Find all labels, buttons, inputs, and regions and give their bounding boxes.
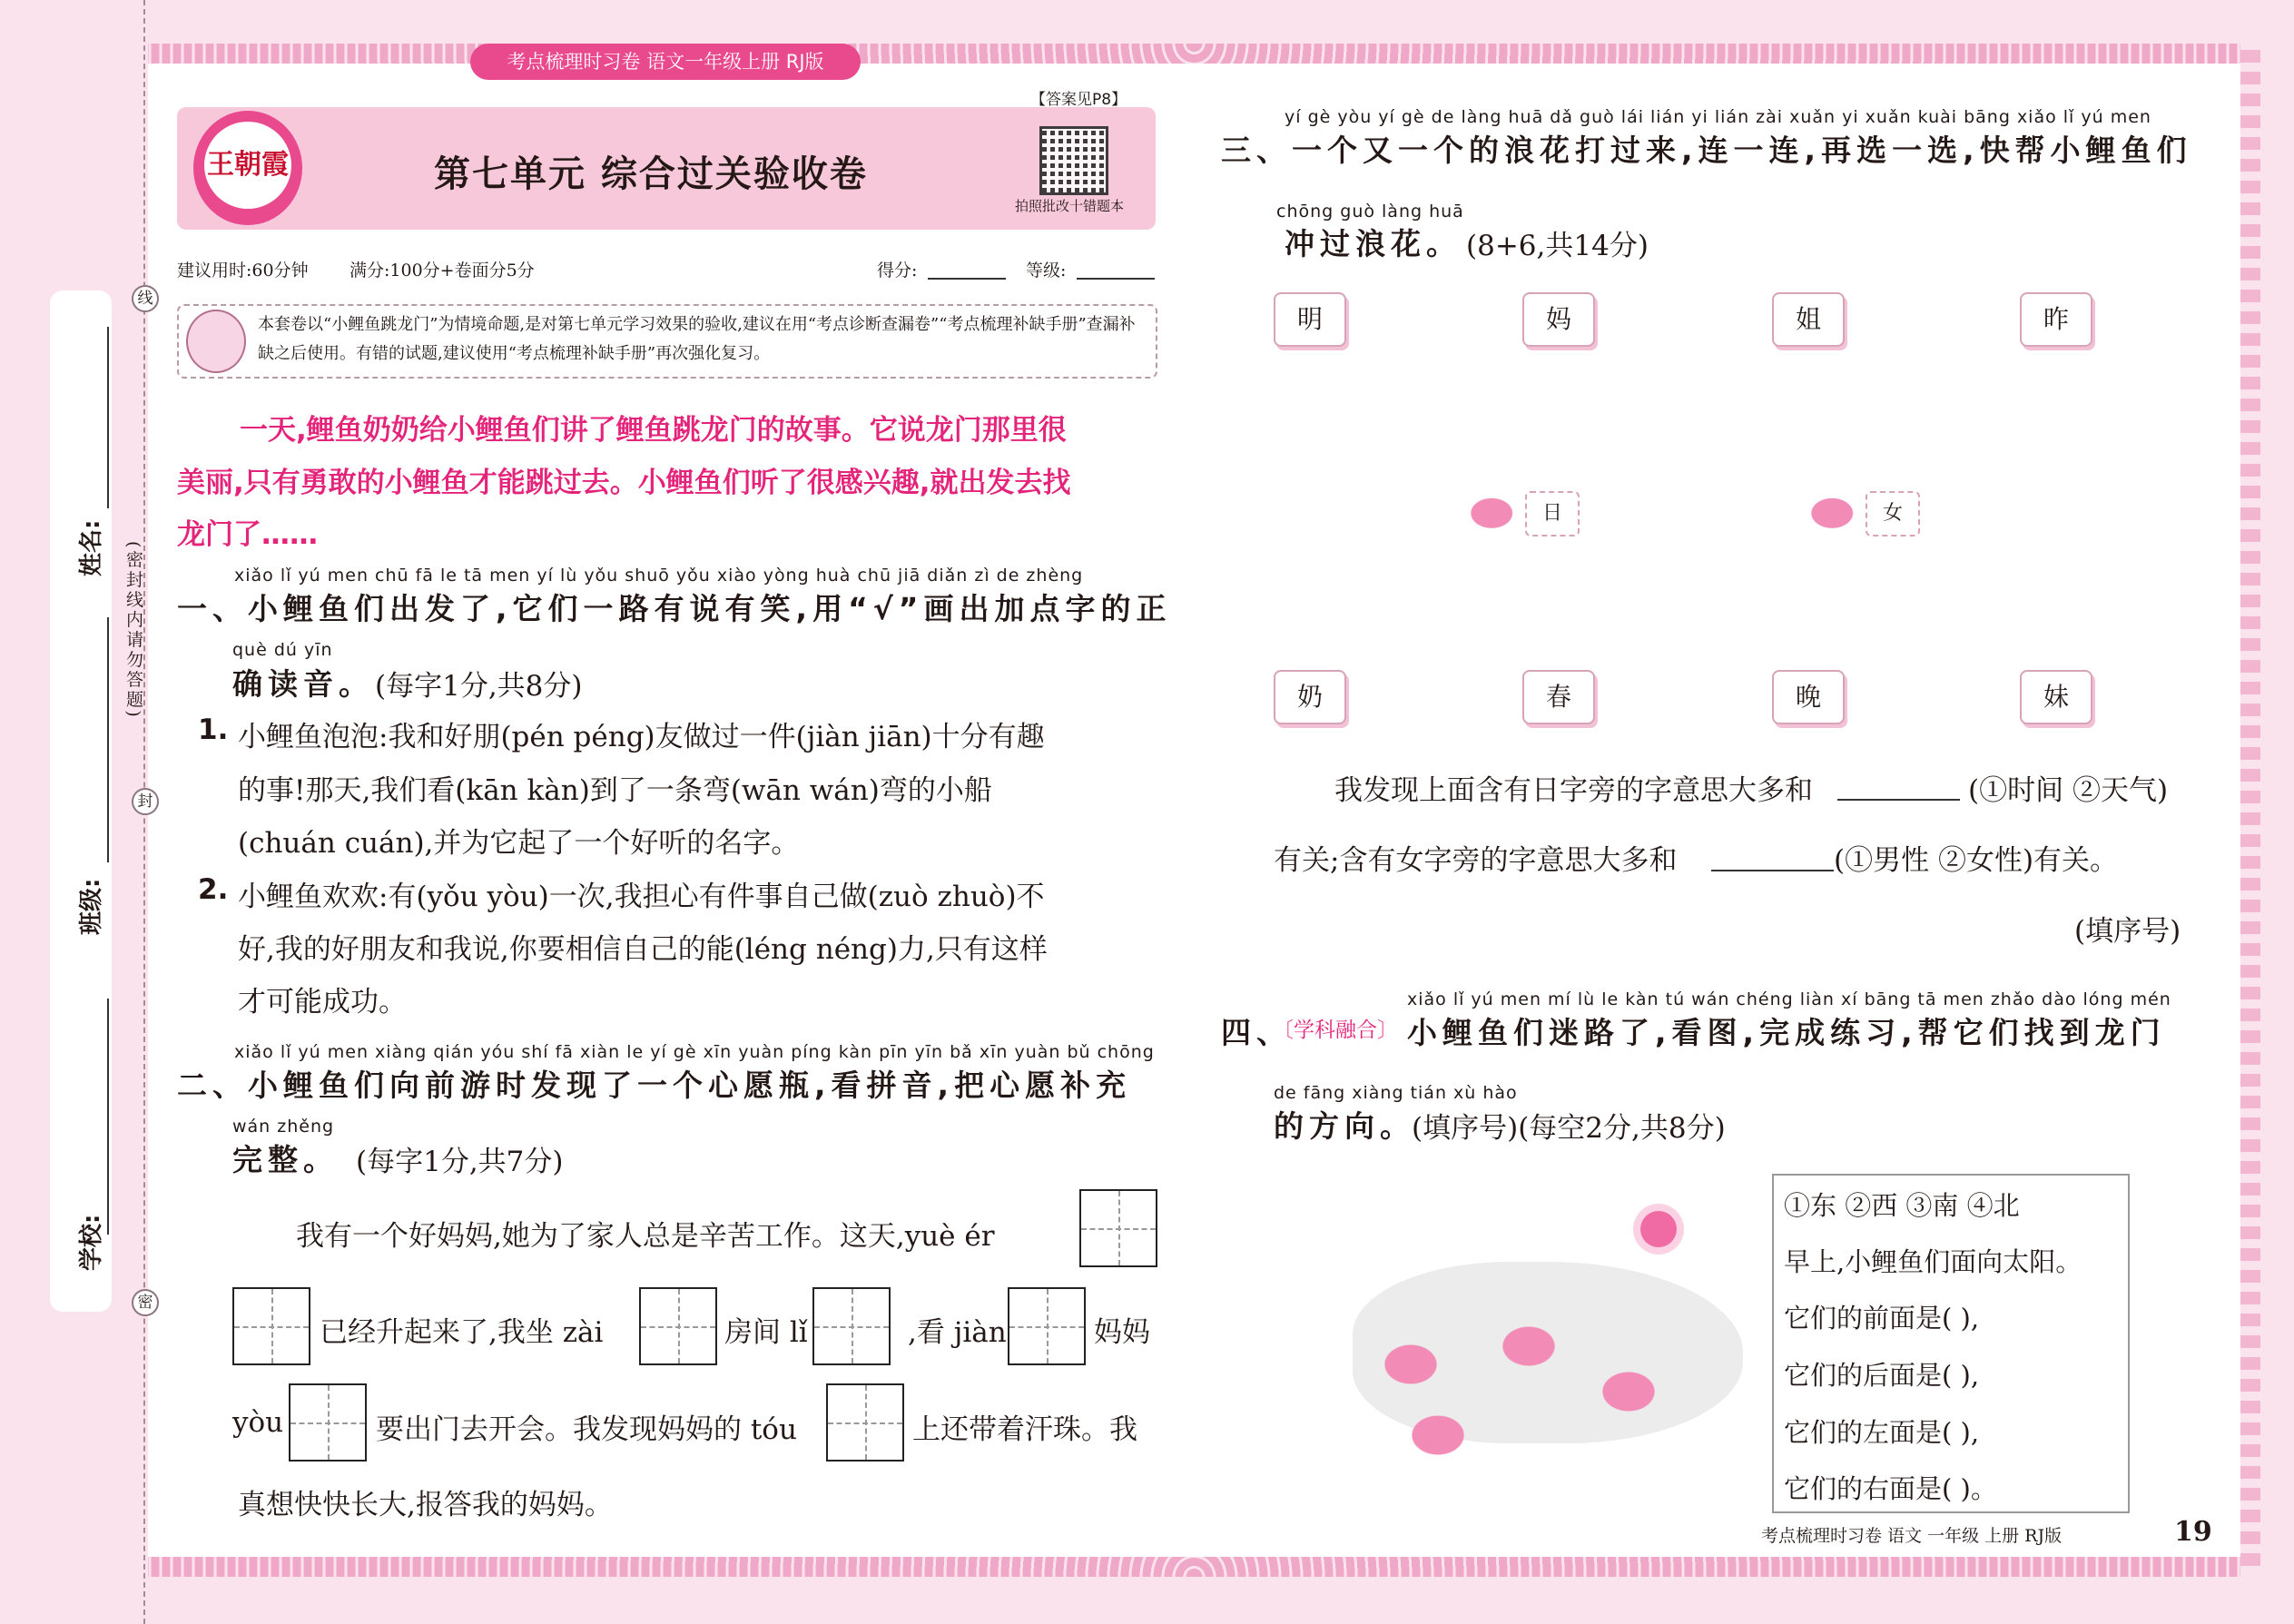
seal-mark-line: 线 — [132, 285, 159, 312]
q1-title: 一、小鲤鱼们出发了,它们一路有说有笑,用“√”画出加点字的正 — [177, 591, 1172, 626]
char-card-nai[interactable]: 奶 — [1274, 670, 1346, 724]
q4-title: 小鲤鱼们迷路了,看图,完成练习,帮它们找到龙门 — [1407, 1015, 2166, 1050]
q2-text-line2a: 已经升起来了,我坐 zài — [320, 1316, 604, 1349]
char-card-mei[interactable]: 妹 — [2020, 670, 2092, 724]
seal-mark-seal: 封 — [132, 788, 159, 815]
q2-title-2: 完整。 — [232, 1142, 339, 1177]
right-wave-border — [2240, 50, 2260, 1575]
page-number: 19 — [2174, 1516, 2212, 1548]
q2-text-line1: 我有一个好妈妈,她为了家人总是辛苦工作。这天,yuè ér — [296, 1220, 995, 1253]
q2-pinyin-2: wán zhěng — [232, 1117, 335, 1137]
left-question[interactable]: 它们的左面是( ), — [1784, 1417, 1980, 1448]
char-card-jie[interactable]: 姐 — [1772, 292, 1845, 347]
q3-find-options2: (①男性 ②女性)有关。 — [1834, 844, 2119, 877]
q2-title: 二、小鲤鱼们向前游时发现了一个心愿瓶,看拼音,把心愿补充 — [177, 1068, 1132, 1103]
full-score: 满分:100分+卷面分5分 — [350, 261, 535, 281]
char-card-ming[interactable]: 明 — [1274, 292, 1346, 347]
q1-score: (每字1分,共8分) — [375, 670, 583, 703]
girl-avatar-icon — [186, 310, 246, 373]
q1-item2-line2[interactable]: 好,我的好朋友和我说,你要相信自己的能(léng néng)力,只有这样 — [238, 933, 1048, 966]
brand-logo-text: 王朝霞 — [204, 122, 291, 209]
fish-icon — [1460, 490, 1518, 532]
q3-pinyin-2: chōng guò làng huā — [1276, 202, 1464, 221]
class-line[interactable] — [107, 617, 109, 862]
back-question[interactable]: 它们的后面是( ), — [1784, 1360, 1980, 1391]
score-label: 得分: — [877, 261, 918, 281]
school-line[interactable] — [107, 999, 109, 1235]
answer-box-tou[interactable] — [826, 1383, 904, 1462]
right-question[interactable]: 它们的右面是( )。 — [1784, 1473, 1997, 1504]
fish-icon — [1371, 1334, 1443, 1389]
fish-icon — [1398, 1405, 1471, 1460]
grade-field[interactable] — [1077, 278, 1155, 280]
q3-blank-1[interactable] — [1837, 799, 1960, 801]
answer-reference: 【答案见P8】 — [1030, 91, 1127, 109]
fish-icon — [1589, 1362, 1661, 1416]
radical-stone-nv[interactable]: 女 — [1866, 491, 1920, 536]
story-line-3: 龙门了…… — [177, 518, 318, 551]
q3-find-line1: 我发现上面含有日字旁的字意思大多和 — [1334, 774, 1813, 807]
q4-pinyin-2: de fāng xiàng tián xù hào — [1274, 1083, 1518, 1103]
footer-series: 考点梳理时习卷 语文 一年级 上册 RJ版 — [1761, 1526, 2063, 1546]
q4-title-prefix: 四、 — [1221, 1015, 1292, 1050]
q2-text-line3b: 要出门去开会。我发现妈妈的 tóu — [376, 1413, 797, 1446]
q3-pinyin: yí gè yòu yí gè de làng huā dǎ guò lái lián yi lián zài xuǎn yi xuǎn kuài bāng xiǎo lǐ yú men — [1285, 107, 2151, 127]
q3-find-line2: 有关;含有女字旁的字意思大多和 — [1274, 844, 1678, 877]
char-card-ma[interactable]: 妈 — [1522, 292, 1595, 347]
answer-box-you[interactable] — [289, 1383, 367, 1462]
direction-options: ①东 ②西 ③南 ④北 — [1784, 1190, 2020, 1221]
q4-score: (填序号)(每空2分,共8分) — [1412, 1112, 1726, 1145]
char-card-zuo[interactable]: 昨 — [2020, 292, 2092, 347]
q2-text-line2b: 房间 lǐ — [724, 1316, 808, 1349]
sun-icon — [1640, 1211, 1677, 1247]
q2-score: (每字1分,共7分) — [356, 1146, 564, 1178]
q3-title: 三、一个又一个的浪花打过来,连一连,再选一选,快帮小鲤鱼们 — [1221, 133, 2192, 168]
name-line[interactable] — [107, 327, 109, 508]
seal-line-note: (密封线内请勿答题) — [123, 541, 143, 720]
q4-title-2: 的方向。 — [1274, 1108, 1415, 1144]
q3-fill-note: (填序号) — [2074, 915, 2181, 948]
bottom-wave-border — [148, 1557, 2240, 1577]
suggested-time: 建议用时:60分钟 — [177, 261, 309, 281]
school-label: 学校: — [78, 1214, 105, 1271]
page-title: 第七单元 综合过关验收卷 — [434, 153, 868, 195]
direction-exercise-box — [1772, 1174, 2130, 1513]
grade-label: 等级: — [1026, 261, 1067, 281]
q1-item1-line3[interactable]: (chuán cuán),并为它起了一个好听的名字。 — [238, 827, 800, 860]
answer-box-li[interactable] — [812, 1287, 891, 1365]
fish-icon — [1489, 1316, 1561, 1371]
q2-text-line3c: 上还带着汗珠。我 — [912, 1413, 1137, 1446]
q1-item1-line2[interactable]: 的事!那天,我们看(kān kàn)到了一条弯(wān wán)弯的小船 — [238, 774, 992, 807]
answer-box-yueer[interactable] — [1079, 1189, 1157, 1267]
answer-box-zai[interactable] — [639, 1287, 717, 1365]
q4-pinyin: xiǎo lǐ yú men mí lù le kàn tú wán chéng liàn xí bāng tā men zhǎo dào lóng mén — [1407, 989, 2171, 1009]
char-card-wan[interactable]: 晚 — [1772, 670, 1845, 724]
brand-logo — [193, 111, 302, 225]
q1-item2-number: 2. — [198, 873, 229, 906]
q1-pinyin: xiǎo lǐ yú men chū fā le tā men yí lù yǒu shuō yǒu xiào yòng huà chū jiā diǎn zì de zhèng — [234, 566, 1084, 586]
intro-note: 本套卷以“小鲤鱼跳龙门”为情境命题,是对第七单元学习效果的验收,建议在用“考点诊断查漏卷”“考点梳理补缺手册”查漏补缺之后使用。有错的试题,建议使用“考点梳理补缺手册”再次强化复习。 — [258, 315, 1136, 363]
q1-item2-line1[interactable]: 小鲤鱼欢欢:有(yǒu yòu)一次,我担心有件事自己做(zuò zhuò)不 — [238, 881, 1045, 913]
char-card-chun[interactable]: 春 — [1522, 670, 1595, 724]
q3-find-options1: (①时间 ②天气) — [1968, 774, 2169, 807]
front-question[interactable]: 它们的前面是( ), — [1784, 1303, 1980, 1334]
q2-text-line2c: ,看 jiàn — [908, 1316, 1007, 1349]
q1-title-2: 确读音。 — [232, 666, 374, 702]
q3-score: (8+6,共14分) — [1466, 230, 1649, 262]
seal-mark-secret: 密 — [132, 1289, 159, 1316]
q2-text-line2d: 妈妈 — [1094, 1316, 1150, 1349]
fish-icon — [1800, 490, 1858, 532]
q3-blank-2[interactable] — [1711, 870, 1834, 871]
story-line-2: 美丽,只有勇敢的小鲤鱼才能跳过去。小鲤鱼们听了很感兴趣,就出发去找 — [177, 467, 1071, 499]
series-badge: 考点梳理时习卷 语文一年级上册 RJ版 — [470, 44, 861, 80]
radical-stone-ri[interactable]: 日 — [1525, 491, 1580, 536]
answer-box-jian[interactable] — [1008, 1287, 1086, 1365]
morning-statement: 早上,小鲤鱼们面向太阳。 — [1784, 1246, 2082, 1277]
name-label: 姓名: — [78, 519, 105, 576]
qr-caption: 拍照批改十错题本 — [1015, 198, 1125, 214]
story-line-1: 一天,鲤鱼奶奶给小鲤鱼们讲了鲤鱼跳龙门的故事。它说龙门那里很 — [240, 414, 1067, 447]
class-label: 班级: — [78, 878, 105, 935]
score-field[interactable] — [928, 278, 1006, 280]
q2-text-line3a: yòu — [232, 1406, 284, 1439]
answer-box-1[interactable] — [232, 1287, 310, 1365]
q2-pinyin: xiǎo lǐ yú men xiàng qián yóu shí fā xiàn le yí gè xīn yuàn píng kàn pīn yīn bǎ xīn yuàn bǔ chōng — [234, 1042, 1155, 1062]
qr-code-icon[interactable] — [1039, 126, 1108, 195]
q3-title-2: 冲过浪花。 — [1285, 226, 1462, 261]
q4-subject-tag: 〔学科融合〕 — [1273, 1019, 1398, 1042]
student-info-sidebar — [50, 290, 112, 1312]
q2-text-line4: 真想快快长大,报答我的妈妈。 — [238, 1489, 613, 1521]
q1-pinyin-2: què dú yīn — [232, 640, 333, 660]
top-wave-border — [148, 44, 2240, 64]
q1-item1-line1[interactable]: 小鲤鱼泡泡:我和好朋(pén péng)友做过一件(jiàn jiān)十分有趣 — [238, 721, 1045, 753]
q1-item2-line3: 才可能成功。 — [238, 986, 407, 1019]
q1-item1-number: 1. — [198, 714, 229, 746]
